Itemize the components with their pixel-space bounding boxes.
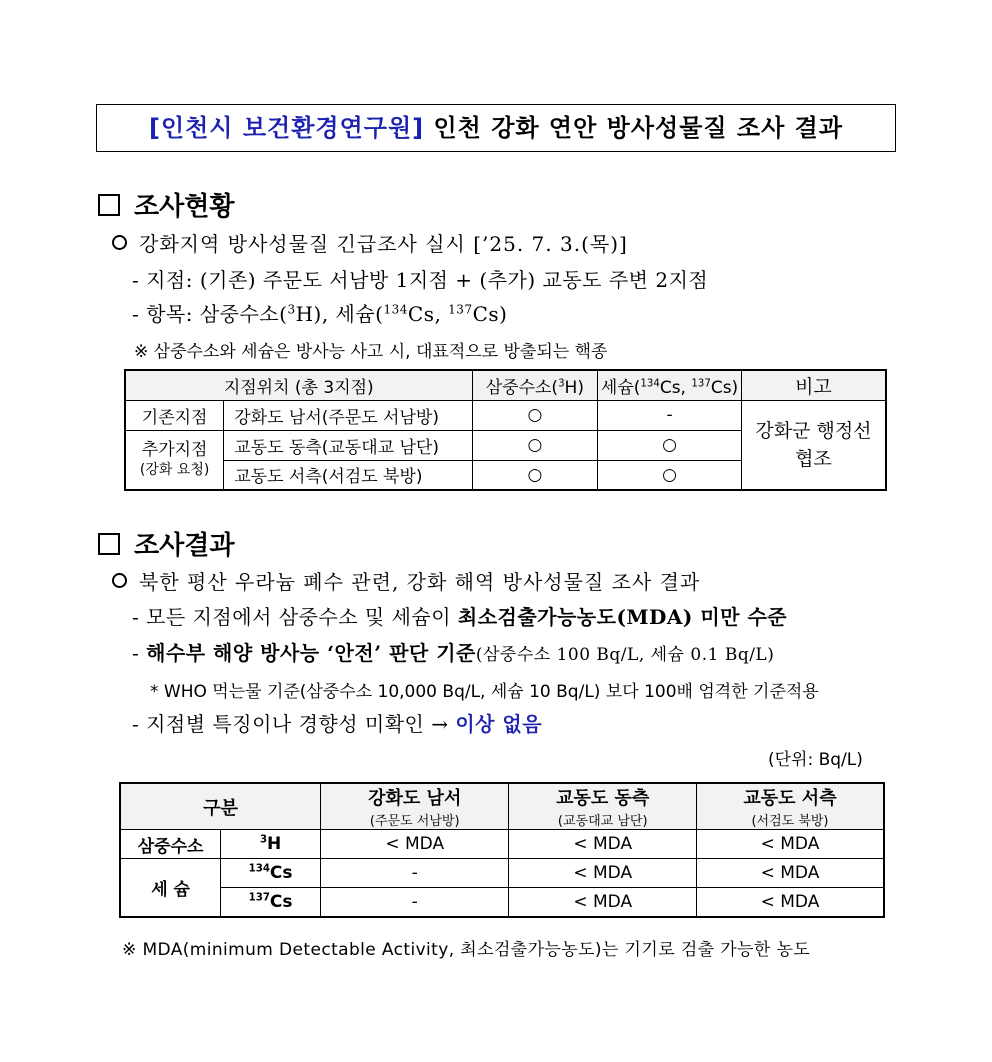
- circle-bullet-icon: [112, 235, 127, 250]
- table-cell-value: < MDA: [509, 859, 696, 888]
- status-bullet: 강화지역 방사성물질 긴급조사 실시 [’25. 7. 3.(목)]: [112, 228, 628, 257]
- table-cell-value: < MDA: [696, 859, 884, 888]
- site-line: - 지점: (기존) 주문도 서남방 1지점 + (추가) 교동도 주변 2지점: [132, 268, 709, 292]
- table-row-site: 교동도 동측(교동대교 남단): [224, 430, 472, 460]
- table-cell-tritium: ○: [472, 400, 598, 430]
- added-site-label: 추가지점 (강화 요청): [125, 430, 224, 490]
- existing-site-label: 기존지점: [125, 400, 224, 430]
- table-row-site: 교동도 서측(서검도 북방): [224, 460, 472, 490]
- unit-label: (단위: Bq/L): [768, 750, 863, 770]
- header-tritium: 삼중수소($^3$H): [472, 370, 598, 400]
- title-subject: 인천 강화 연안 방사성물질 조사 결과: [433, 114, 844, 142]
- remark-cell: 강화군 행정선 협조: [741, 400, 886, 490]
- results-table: [119, 782, 885, 918]
- checkbox-square-icon: [98, 194, 120, 216]
- tritium-label: 삼중수소: [120, 830, 221, 859]
- nuclide-cs134: $^{134}$Cs: [221, 859, 321, 888]
- header-location: 지점위치 (총 3지점): [125, 370, 472, 400]
- table-cell-tritium: ○: [472, 460, 598, 490]
- nuclide-cs137: $^{137}$Cs: [221, 888, 321, 917]
- table-cell-cesium: ○: [598, 430, 742, 460]
- table-cell-value: < MDA: [696, 830, 884, 859]
- header-category: 구분: [120, 783, 321, 830]
- document-title: [96, 104, 896, 152]
- header-cesium: 세슘($^{134}$Cs, $^{137}$Cs): [598, 370, 742, 400]
- nuclide-h3: $^3$H: [221, 830, 321, 859]
- result-line-4: - 지점별 특징이나 경향성 미확인 → 이상 없음: [132, 712, 543, 736]
- section-heading-status: 조사현황: [98, 186, 234, 223]
- header-remark: 비고: [741, 370, 886, 400]
- section-heading-results: 조사결과: [98, 525, 234, 562]
- item-line: - 항목: 삼중수소($^3$H), 세슘($^{134}$Cs, $^{137}$Cs): [132, 302, 508, 326]
- results-bullet: 북한 평산 우라늄 폐수 관련, 강화 해역 방사성물질 조사 결과: [112, 566, 700, 595]
- header-site: 교동도 동측 (교동대교 남단): [509, 783, 696, 830]
- table-row-site: 강화도 남서(주문도 서남방): [224, 400, 472, 430]
- title-org: [인천시 보건환경연구원]: [148, 114, 425, 142]
- checkbox-square-icon: [98, 533, 120, 555]
- mda-footnote: ※ MDA(minimum Detectable Activity, 최소검출가능농도)는 기기로 검출 가능한 농도: [122, 940, 811, 960]
- table-cell-value: -: [321, 888, 509, 917]
- table-cell-value: < MDA: [509, 830, 696, 859]
- cesium-label: 세 슘: [120, 859, 221, 917]
- circle-bullet-icon: [112, 573, 127, 588]
- site-table: [124, 369, 887, 491]
- table-cell-value: < MDA: [696, 888, 884, 917]
- header-site: 교동도 서측 (서검도 북방): [696, 783, 884, 830]
- table-cell-cesium: ○: [598, 460, 742, 490]
- table-cell-cesium: -: [598, 400, 742, 430]
- table-cell-value: < MDA: [321, 830, 509, 859]
- header-site: 강화도 남서 (주문도 서남방): [321, 783, 509, 830]
- table-cell-value: -: [321, 859, 509, 888]
- nuclide-note: ※ 삼중수소와 세슘은 방사능 사고 시, 대표적으로 방출되는 핵종: [134, 342, 608, 362]
- table-cell-tritium: ○: [472, 430, 598, 460]
- who-note: * WHO 먹는물 기준(삼중수소 10,000 Bq/L, 세슘 10 Bq/L) 보다 100배 엄격한 기준적용: [150, 682, 819, 702]
- result-line-1: - 모든 지점에서 삼중수소 및 세슘이 최소검출가능농도(MDA) 미만 수준: [132, 605, 788, 629]
- result-line-2: - 해수부 해양 방사능 ‘안전’ 판단 기준(삼중수소 100 Bq/L, 세슘 0.1 Bq/L): [132, 641, 775, 665]
- table-cell-value: < MDA: [509, 888, 696, 917]
